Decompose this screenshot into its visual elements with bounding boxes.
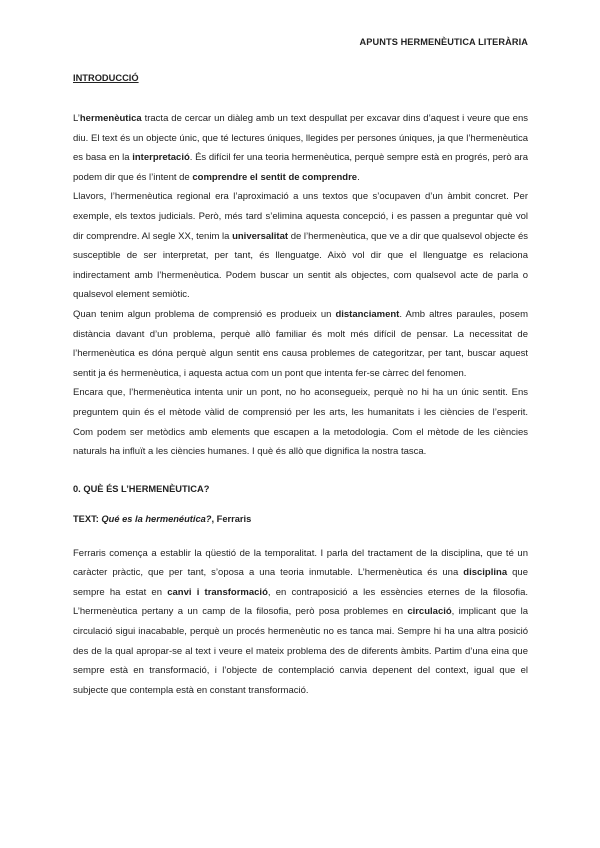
section-0-paragraph-1: Ferraris comença a establir la qüestió de la temporalitat. I parla del tractament de la disciplina, que té un caràcter pràctic, que per tant, s’oposa a una teoria inmutable. L’hermenèutica és una disciplina que sempre ha estat en canvi i transformació, en contraposició a les essències eternes de la filosofia. L’hermenèutica pertany a un camp de la filosofia, però posa problemes en circulació, implicant que la circulació sigui inacabable, perquè un procés hermenèutic no es tanca mai. Sempre hi ha una altra posició des de la qual apropar-se al text i veure el mateix problema des de diferents àmbits. Partim d’una eina que sempre està en transformació, i l’objecte de contemplació canvia depenent del context, igual que el subjecte que contempla està en constant transformació. — [73, 547, 529, 696]
text-reference — [73, 514, 528, 524]
intro-paragraph-3: Quan tenim algun problema de comprensió es produeix un distanciament. Amb altres paraules, posem distància davant d’un problema, perquè allò familiar és molt més difícil de pensar. La necessitat de l’hermenèutica es dóna perquè algun sentit ens causa problemes de categoritzar, per tant, buscar aquest sentit ja és hermenèutica, i aquesta actua com un pont que intenta fer-se càrrec del fenomen. — [73, 308, 528, 379]
intro-paragraph-1: L’hermenèutica tracta de cercar un diàleg amb un text despullat per excavar dins d’aquest i veure que ens diu. El text és un objecte únic, que té lectures úniques, llegides per persones úniques, ja que l’hermenèutica es basa en la interpretació. És difícil fer una teoria hermenèutica, perquè sempre està en progrés, però ara podem dir que és l’intent de comprendre el sentit de comprendre. — [73, 113, 528, 183]
emphasis-term: disciplina — [463, 567, 508, 579]
section-0-heading: 0. QUÈ ÉS L’HERMENÈUTICA? — [73, 483, 210, 494]
emphasis-term: interpretació — [132, 152, 190, 164]
emphasis-term: distanciament — [335, 308, 400, 320]
text-author: , Ferraris — [211, 513, 252, 524]
document-body — [73, 70, 528, 700]
emphasis-term: comprendre el sentit de comprendre — [192, 171, 358, 183]
intro-paragraph-4: Encara que, l’hermenèutica intenta unir un pont, no ho aconsegueix, perquè no hi ha un únic sentit. Ens preguntem quin és el mètode vàlid de comprensió per les arts, les humanitats i les ciències de l’esperit. Com podem ser metòdics amb elements que escapen a la metodologia. Com el mètode de les ciències naturals ha influït a les ciències humanes. I què és allò que dignifica la nostra tasca. — [73, 387, 528, 458]
text-label: TEXT: — [73, 513, 99, 524]
emphasis-term: circulació — [407, 606, 452, 618]
emphasis-term: universalitat — [232, 230, 289, 242]
intro-paragraph-2: Llavors, l’hermenèutica regional era l’aproximació a uns textos que s’ocupaven d’un àmbit concret. Per exemple, els textos judicials. Però, més tard s’elimina aquesta concepció, i es passen a preguntar què vol dir comprendre. Al segle XX, tenim la universalitat de l’hermenèutica, que ve a dir que qualsevol objecte és susceptible de ser interpretat, per tant, és llenguatge. Això vol dir que el llenguatge es relaciona indirectament amb l’hermenèutica. Podem buscar un sentit als objectes, com qualsevol acte de parla o qualsevol element semiòtic. — [73, 191, 529, 301]
emphasis-term: hermenèutica — [79, 113, 142, 124]
running-header: APUNTS HERMENÈUTICA LITERÀRIA — [359, 37, 528, 47]
intro-heading: INTRODUCCIÓ — [73, 73, 139, 83]
text-title: Qué es la hermenéutica? — [101, 513, 212, 524]
emphasis-term: canvi i transformació — [167, 586, 268, 598]
